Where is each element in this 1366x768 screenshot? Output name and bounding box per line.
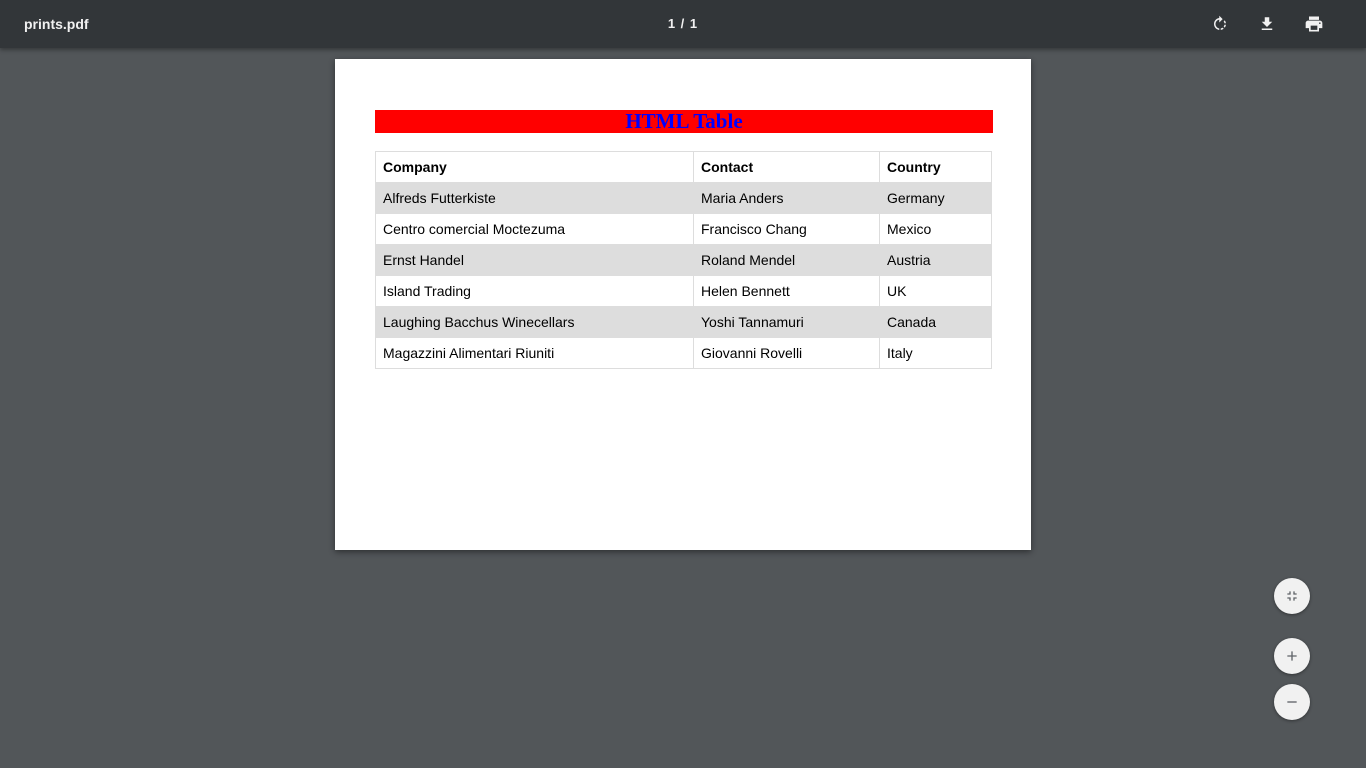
contact-cell: Roland Mendel — [694, 245, 880, 276]
zoom-out-icon — [1284, 694, 1300, 710]
pdf-toolbar — [0, 0, 1366, 48]
print-button[interactable] — [1298, 8, 1330, 40]
table-row — [376, 276, 992, 307]
file-name: prints.pdf — [24, 16, 89, 32]
rotate-button[interactable] — [1204, 8, 1236, 40]
country-cell: Austria — [880, 245, 992, 276]
company-cell: Island Trading — [376, 276, 694, 307]
contact-cell: Francisco Chang — [694, 214, 880, 245]
fit-to-page-button[interactable] — [1274, 578, 1310, 614]
zoom-out-button[interactable] — [1274, 684, 1310, 720]
company-cell: Ernst Handel — [376, 245, 694, 276]
download-button[interactable] — [1251, 8, 1283, 40]
table-row — [376, 338, 992, 369]
table-header-row — [376, 152, 992, 183]
contact-cell: Helen Bennett — [694, 276, 880, 307]
header-contact: Contact — [694, 152, 880, 183]
company-cell: Magazzini Alimentari Riuniti — [376, 338, 694, 369]
header-company: Company — [376, 152, 694, 183]
companies-table — [375, 151, 992, 369]
document-heading: HTML Table — [375, 110, 993, 133]
page-indicator: 1 / 1 — [667, 16, 699, 31]
zoom-in-icon — [1284, 648, 1300, 664]
country-cell: Mexico — [880, 214, 992, 245]
table-row — [376, 307, 992, 338]
contact-cell: Maria Anders — [694, 183, 880, 214]
table-row — [376, 245, 992, 276]
country-cell: Germany — [880, 183, 992, 214]
rotate-icon — [1211, 15, 1229, 33]
print-icon — [1304, 14, 1324, 34]
company-cell: Alfreds Futterkiste — [376, 183, 694, 214]
country-cell: UK — [880, 276, 992, 307]
header-country: Country — [880, 152, 992, 183]
zoom-in-button[interactable] — [1274, 638, 1310, 674]
contact-cell: Yoshi Tannamuri — [694, 307, 880, 338]
country-cell: Italy — [880, 338, 992, 369]
fit-to-page-icon — [1284, 588, 1300, 604]
company-cell: Centro comercial Moctezuma — [376, 214, 694, 245]
company-cell: Laughing Bacchus Winecellars — [376, 307, 694, 338]
contact-cell: Giovanni Rovelli — [694, 338, 880, 369]
table-row — [376, 214, 992, 245]
pdf-page — [335, 59, 1031, 550]
country-cell: Canada — [880, 307, 992, 338]
download-icon — [1258, 15, 1276, 33]
table-row — [376, 183, 992, 214]
